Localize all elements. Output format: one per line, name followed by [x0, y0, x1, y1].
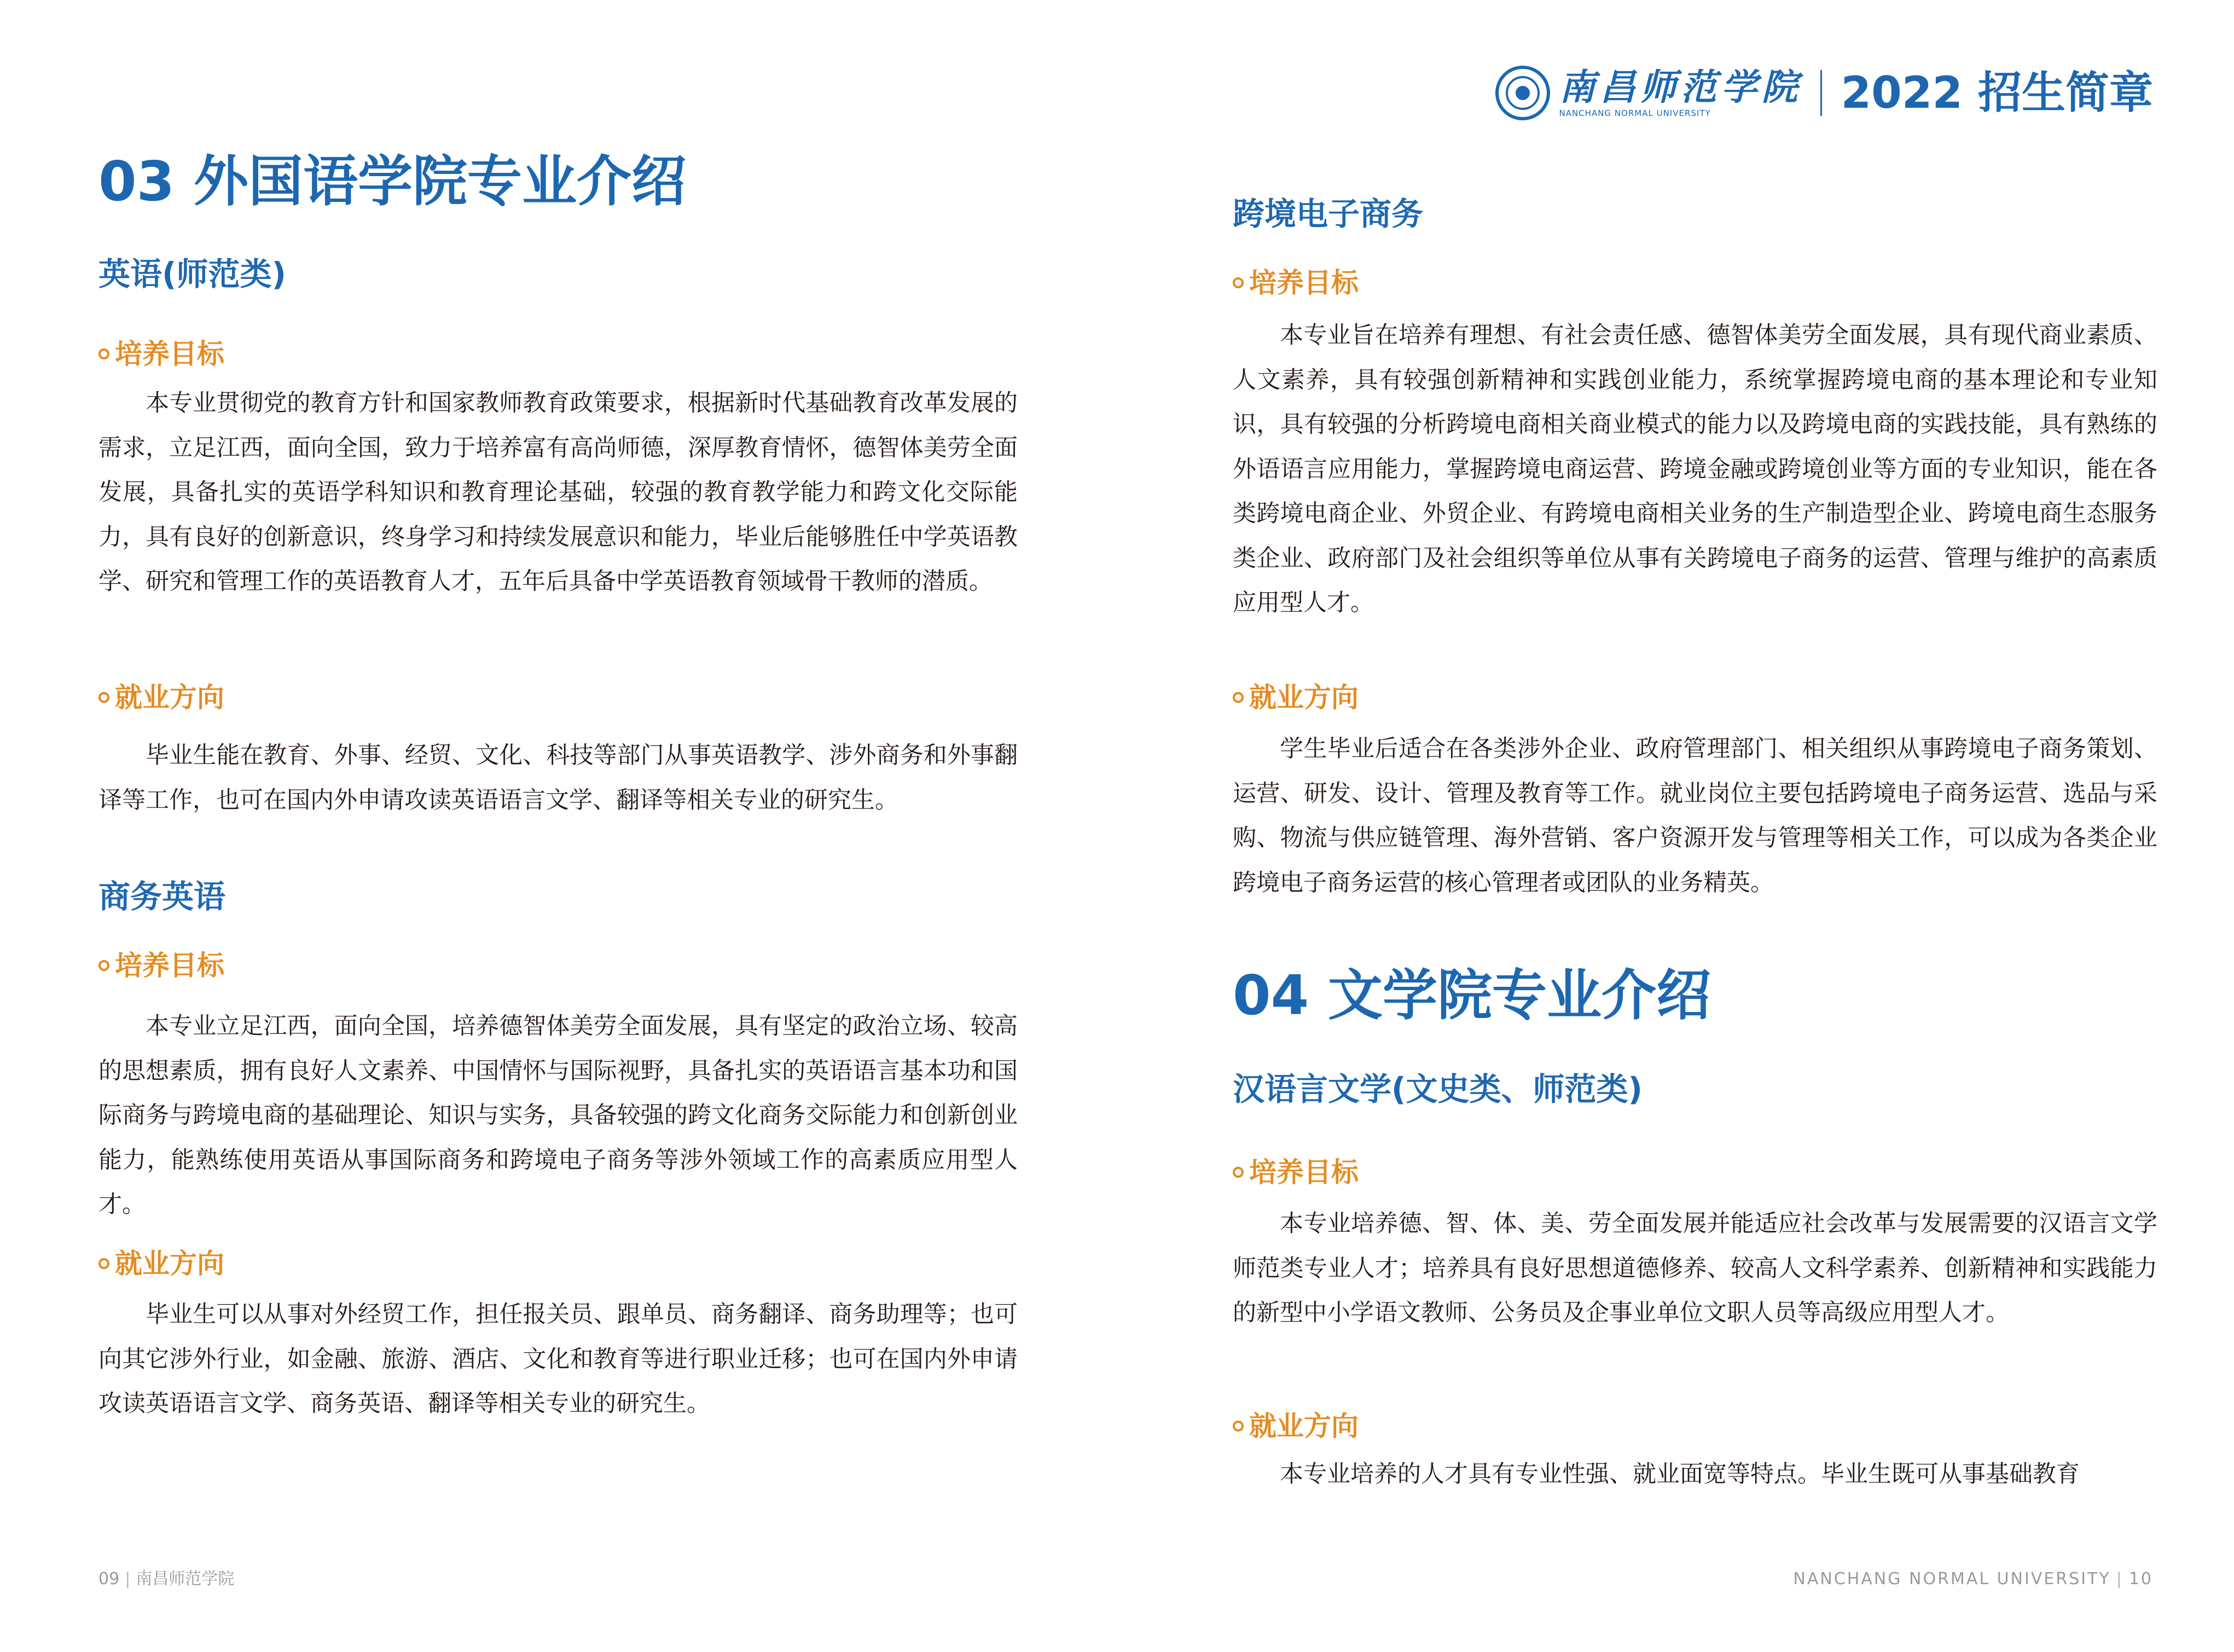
- footer-separator: |: [125, 1569, 131, 1589]
- header-brand: [1495, 60, 2153, 126]
- business-english-career-paragraph: 毕业生可以从事对外经贸工作，担任报关员、跟单员、商务翻译、商务助理等；也可向其它涉外行业，如金融、旅游、酒店、文化和教育等进行职业迁移；也可在国内外申请攻读英语语言文学、商务英语、翻译等相关专业的研究生。: [98, 1301, 1018, 1417]
- business-english-goal-paragraph: 本专业立足江西，面向全国，培养德智体美劳全面发展，具有坚定的政治立场、较高的思想素质，拥有良好人文素养、中国情怀与国际视野，具备扎实的英语语言基本功和国际商务与跨境电商的基础理论、知识与实务，具备较强的跨文化商务交际能力和创新创业能力，能熟练使用英语从事国际商务和跨境电子商务等涉外领域工作的高素质应用型人才。: [98, 1013, 1018, 1218]
- circle-bullet-icon: [98, 960, 109, 971]
- goal-heading: [1233, 1156, 2157, 1188]
- goal-heading: [98, 340, 1018, 368]
- english-goal-paragraph: 本专业贯彻党的教育方针和国家教师教育政策要求，根据新时代基础教育改革发展的需求，立足江西，面向全国，致力于培养富有高尚师德，深厚教育情怀，德智体美劳全面发展，具备扎实的英语学科知识和教育理论基础，较强的教育教学能力和跨文化交际能力，具有良好的创新意识，终身学习和持续发展意识和能力，毕业后能够胜任中学英语教学、研究和管理工作的英语教育人才，五年后具备中学英语教育领域骨干教师的潜质。: [98, 389, 1018, 595]
- circle-bullet-icon: [1233, 1167, 1244, 1178]
- circle-bullet-icon: [98, 692, 109, 703]
- brand-school-name-en: NANCHANG NORMAL UNIVERSITY: [1559, 108, 1711, 118]
- career-heading: [1233, 1412, 2157, 1440]
- ecommerce-goal-paragraph: 本专业旨在培养有理想、有社会责任感、德智体美劳全面发展，具有现代商业素质、人文素养，具有较强创新精神和实践创业能力，系统掌握跨境电商的基本理论和专业知识，具有较强的分析跨境电商相关商业模式的能力以及跨境电商的实践技能，具有熟练的外语语言应用能力，掌握跨境电商运营、跨境金融或跨境创业等方面的专业知识，能在各类跨境电商企业、外贸企业、有跨境电商相关业务的生产制造型企业、跨境电商生态服务类企业、政府部门及社会组织等单位从事有关跨境电子商务的运营、管理与维护的高素质应用型人才。: [1233, 322, 2157, 616]
- goal-heading-label: 培养目标: [115, 950, 224, 981]
- page-number: 10: [2128, 1569, 2153, 1589]
- english-career-paragraph: 毕业生能在教育、外事、经贸、文化、科技等部门从事英语教学、涉外商务和外事翻译等工作，也可在国内外申请攻读英语语言文学、翻译等相关专业的研究生。: [98, 742, 1018, 814]
- career-heading: [98, 684, 1018, 711]
- left-footer: [98, 1571, 234, 1587]
- career-heading-label: 就业方向: [1249, 682, 1359, 713]
- goal-heading: [98, 952, 1018, 979]
- goal-heading-label: 培养目标: [115, 338, 224, 370]
- section-title-foreign-languages: 03 外国语学院专业介绍: [98, 149, 686, 213]
- career-heading: [98, 1250, 1018, 1277]
- circle-bullet-icon: [98, 1258, 109, 1269]
- school-logo-icon: [1495, 66, 1550, 120]
- goal-heading-label: 培养目标: [1249, 1156, 1359, 1188]
- circle-bullet-icon: [1233, 692, 1244, 703]
- brand-divider: [1820, 70, 1822, 116]
- footer-school-name: 南昌师范学院: [136, 1569, 235, 1589]
- goal-heading-label: 培养目标: [1249, 267, 1359, 299]
- circle-bullet-icon: [1233, 1421, 1244, 1432]
- right-footer: [1793, 1571, 2153, 1587]
- major-title-chinese-literature: 汉语言文学(文史类、师范类): [1233, 1071, 1643, 1108]
- circle-bullet-icon: [1233, 277, 1244, 288]
- major-title-english: 英语(师范类): [98, 255, 287, 293]
- footer-university-en: NANCHANG NORMAL UNIVERSITY: [1793, 1569, 2111, 1589]
- career-heading-label: 就业方向: [115, 1248, 224, 1279]
- brand-text: [1559, 65, 1802, 118]
- right-page: [1117, 0, 2234, 1652]
- chinese-goal-paragraph: 本专业培养德、智、体、美、劳全面发展并能适应社会改革与发展需要的汉语言文学师范类专业人才；培养具有良好思想道德修养、较高人文科学素养、创新精神和实践能力的新型中小学语文教师、公务员及企事业单位文职人员等高级应用型人才。: [1233, 1210, 2157, 1327]
- footer-separator: |: [2116, 1569, 2123, 1589]
- career-heading-label: 就业方向: [1249, 1410, 1359, 1442]
- brand-school-name-cn: 南昌师范学院: [1559, 65, 1802, 108]
- career-heading-label: 就业方向: [115, 682, 224, 713]
- circle-bullet-icon: [98, 348, 109, 359]
- section-title-literature: 04 文学院专业介绍: [1233, 963, 1711, 1027]
- chinese-career-paragraph: 本专业培养的人才具有专业性强、就业面宽等特点。毕业生既可从事基础教育: [1280, 1461, 2080, 1488]
- goal-heading: [1233, 267, 2157, 299]
- career-heading: [1233, 684, 2157, 711]
- major-title-business-english: 商务英语: [98, 878, 226, 915]
- ecommerce-career-paragraph: 学生毕业后适合在各类涉外企业、政府管理部门、相关组织从事跨境电子商务策划、运营、研发、设计、管理及教育等工作。就业岗位主要包括跨境电子商务运营、选品与采购、物流与供应链管理、海外营销、客户资源开发与管理等相关工作，可以成为各类企业跨境电子商务运营的核心管理者或团队的业务精英。: [1233, 735, 2157, 897]
- major-title-cross-border-ecommerce: 跨境电子商务: [1233, 195, 1424, 232]
- page-number: 09: [98, 1569, 120, 1589]
- brochure-title: 2022 招生简章: [1841, 67, 2153, 118]
